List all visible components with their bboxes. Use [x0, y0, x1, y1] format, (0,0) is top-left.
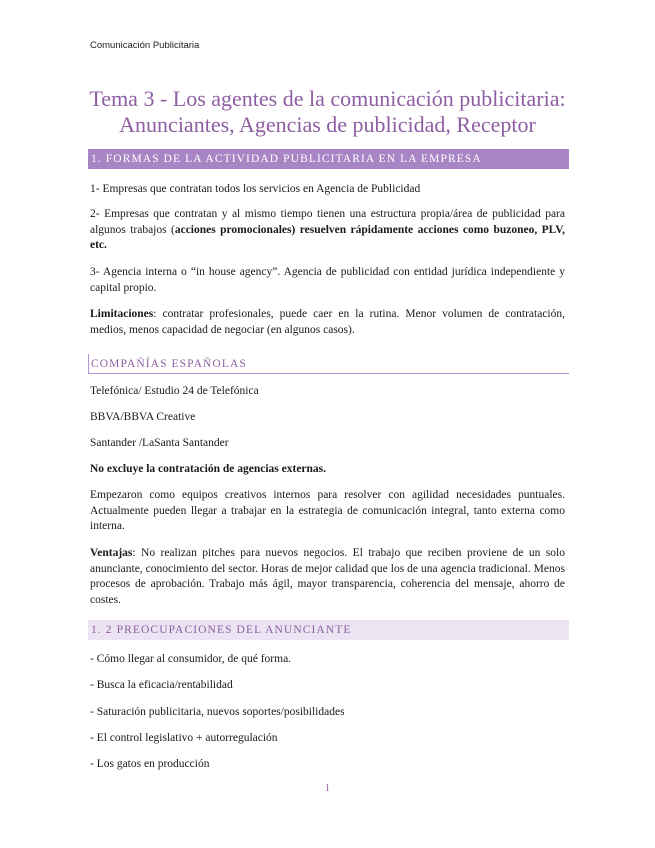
- paragraph-no-excluye: No excluye la contratación de agencias externas.: [90, 463, 327, 475]
- title-line-2: Anunciantes, Agencias de publicidad, Receptor: [119, 112, 536, 137]
- list-item: - Busca la eficacia/rentabilidad: [90, 679, 233, 691]
- section-heading-formas: 1. FORMAS DE LA ACTIVIDAD PUBLICITARIA EN LA EMPRESA: [88, 149, 569, 169]
- limitaciones-label: Limitaciones: [90, 308, 154, 320]
- paragraph-item-2: [90, 207, 565, 254]
- section-heading-companias: COMPAÑÍAS ESPAÑOLAS: [88, 354, 569, 374]
- running-header: Comunicación Publicitaria: [90, 40, 200, 51]
- item-2-bold-text: acciones promocionales) resuelven rápidamente acciones como buzoneo, PLV, etc.: [90, 223, 565, 251]
- company-bbva: BBVA/BBVA Creative: [90, 411, 196, 423]
- paragraph-empezaron: Empezaron como equipos creativos internos para resolver con agilidad necesidades puntuales. Actualmente pueden llegar a trabajar en la estrategia de comunicación integral, tanto externa como interna.: [90, 489, 565, 532]
- title-line-1: Tema 3 - Los agentes de la comunicación publicitaria:: [89, 86, 566, 111]
- list-item: - Saturación publicitaria, nuevos soportes/posibilidades: [90, 706, 345, 718]
- section-heading-preocupaciones: 1. 2 PREOCUPACIONES DEL ANUNCIANTE: [88, 620, 569, 640]
- item-2-text: 2- Empresas que contratan y al mismo tiempo tienen una estructura propia/área de publicidad para algunos trabajos (: [90, 208, 565, 236]
- list-item: - Cómo llegar al consumidor, de qué forma.: [90, 653, 292, 665]
- paragraph-item-3: 3- Agencia interna o “in house agency”. Agencia de publicidad con entidad jurídica independiente y capital propio.: [90, 266, 565, 294]
- paragraph-item-1: 1- Empresas que contratan todos los servicios en Agencia de Publicidad: [90, 183, 421, 195]
- ventajas-label: Ventajas: [90, 547, 133, 559]
- list-item: - El control legislativo + autorregulación: [90, 732, 278, 744]
- list-item: - Los gatos en producción: [90, 758, 210, 770]
- ventajas-text: : No realizan pitches para nuevos negocios. El trabajo que reciben proviene de un solo anunciante, conocimiento del sector. Horas de mejor calidad que los de una agencia tradicional. Menos procesos de aprobación. Trabajo más ágil, mayor transparencia, coherencia del mensaje, ahorro de costes.: [90, 547, 565, 606]
- document-title: [60, 86, 595, 138]
- paragraph-limitaciones: [90, 307, 565, 338]
- page-number: 1: [325, 783, 330, 794]
- company-santander: Santander /LaSanta Santander: [90, 437, 229, 449]
- company-telefonica: Telefónica/ Estudio 24 de Telefónica: [90, 385, 259, 397]
- limitaciones-text: : contratar profesionales, puede caer en la rutina. Menor volumen de contratación, medios, menos capacidad de negociar (en algunos casos).: [90, 308, 565, 336]
- paragraph-ventajas: [90, 546, 565, 608]
